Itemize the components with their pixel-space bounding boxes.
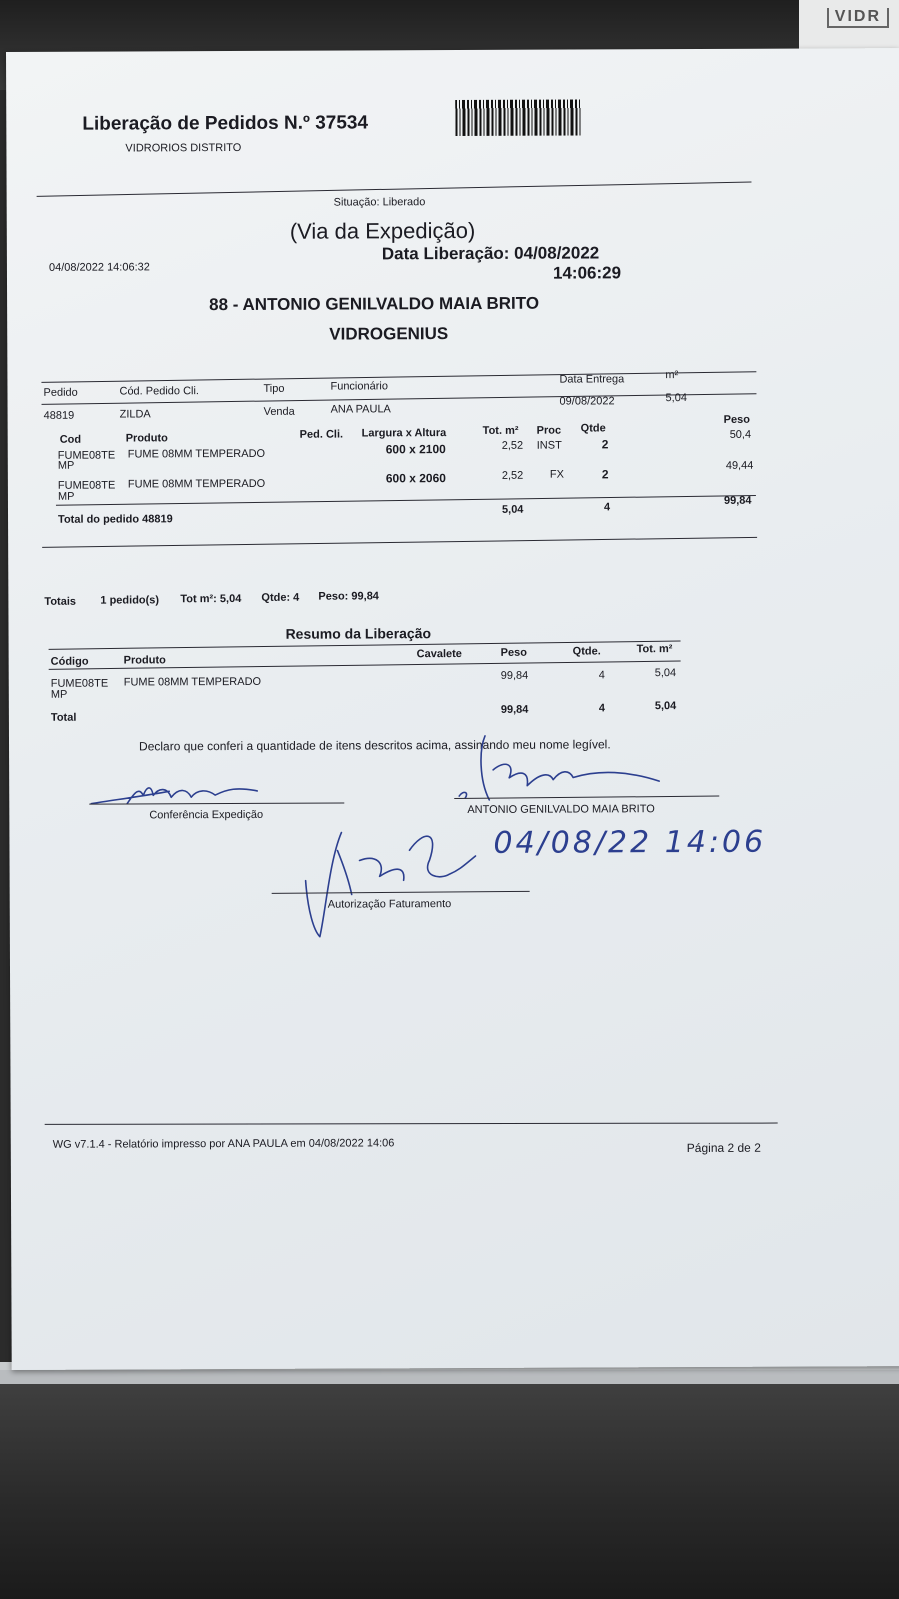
items-col-largura-altura: Largura x Altura [361, 427, 447, 440]
resumo-total-peso: 99,84 [500, 703, 529, 716]
items-col-tot-m2: Tot. m² [482, 424, 519, 437]
resumo-row-qtde: 4 [598, 669, 605, 682]
totals-peso: Peso: 99,84 [318, 590, 379, 603]
items-col-cod: Cod [59, 433, 82, 446]
resumo-row-peso: 99,84 [500, 669, 529, 682]
items-total-rule [56, 495, 756, 506]
via-label: (Via da Expedição) [289, 217, 476, 244]
items-col-proc: Proc [536, 424, 562, 437]
document-page [6, 48, 899, 1370]
item-2-proc: FX [549, 468, 564, 481]
conferencia-label: Conferência Expedição [149, 808, 264, 822]
totals-pedidos: 1 pedido(s) [100, 594, 160, 607]
item-1-dims: 600 x 2100 [385, 442, 446, 457]
resumo-row-codigo: FUME08TE [50, 677, 109, 690]
autorizacao-signature [289, 820, 490, 941]
item-1-qtde: 2 [601, 437, 609, 452]
item-2-cod: FUME08TE [57, 479, 116, 492]
item-2-qtde: 2 [601, 467, 609, 482]
totals-tot-m2: Tot m²: 5,04 [180, 592, 242, 606]
resumo-row-produto: FUME 08MM TEMPERADO [123, 675, 262, 689]
background-logo: VIDR [827, 8, 889, 28]
client-company: VIDROGENIUS [329, 324, 449, 344]
item-2-dims: 600 x 2060 [385, 471, 446, 486]
items-col-produto: Produto [125, 432, 168, 445]
order-m2: 5,04 [665, 392, 687, 405]
document-title: Liberação de Pedidos N.º 37534 [82, 112, 369, 135]
items-total-m2: 5,04 [501, 503, 524, 516]
item-2-peso: 49,44 [725, 459, 754, 472]
item-1-produto: FUME 08MM TEMPERADO [127, 447, 266, 461]
client-signature-name: ANTONIO GENILVALDO MAIA BRITO [467, 803, 655, 816]
barcode [455, 99, 581, 136]
items-total-label: Total do pedido 48819 [58, 513, 173, 526]
items-col-qtde: Qtde [580, 422, 606, 435]
item-2-produto: FUME 08MM TEMPERADO [127, 477, 266, 491]
paper-stack-edge-lower [0, 1370, 899, 1384]
order-data-entrega: 09/08/2022 [559, 395, 615, 408]
totals-label: Totais [44, 595, 77, 608]
resumo-row-codigo-suffix: MP [50, 688, 68, 701]
footer-rule [45, 1123, 778, 1125]
col-cod-pedido-cli: Cód. Pedido Cli. [119, 385, 200, 398]
item-1-proc: INST [536, 439, 562, 452]
company-name: VIDRORIOS DISTRITO [125, 141, 242, 155]
items-total-peso: 99,84 [723, 494, 752, 507]
item-2-cod-suffix: MP [57, 490, 75, 503]
footer-report: WG v7.1.4 - Relatório impresso por ANA PAULA em 04/08/2022 14:06 [52, 1137, 395, 1151]
resumo-col-cavalete: Cavalete [416, 648, 462, 661]
resumo-col-peso: Peso [500, 646, 527, 659]
resumo-total-qtde: 4 [598, 702, 606, 715]
items-total-qtde: 4 [603, 501, 611, 514]
order-tipo: Venda [263, 405, 295, 418]
order-top-rule [41, 371, 756, 386]
resumo-col-qtde: Qtde. [572, 645, 601, 658]
resumo-col-produto: Produto [123, 654, 166, 667]
resumo-row-tot-m2: 5,04 [654, 667, 677, 680]
declaration-text: Declaro que conferi a quantidade de itens descritos acima, assinando meu nome legível. [139, 737, 611, 754]
background-document-corner [799, 0, 899, 55]
order-bottom-rule [42, 537, 757, 548]
items-col-peso: Peso [723, 413, 750, 426]
item-1-cod: FUME08TE [57, 449, 116, 462]
item-1-tot-m2: 2,52 [501, 439, 524, 452]
item-1-cod-suffix: MP [57, 459, 75, 472]
background-bottom [0, 1380, 899, 1599]
col-m2: m² [665, 369, 679, 382]
totals-qtde: Qtde: 4 [261, 591, 300, 604]
resumo-total-m2: 5,04 [654, 700, 677, 713]
autorizacao-label: Autorização Faturamento [327, 898, 452, 911]
col-data-entrega: Data Entrega [559, 373, 625, 386]
resumo-title: Resumo da Liberação [285, 625, 432, 642]
resumo-total-label: Total [50, 711, 77, 724]
item-2-tot-m2: 2,52 [501, 469, 524, 482]
data-liberacao-time: 14:06:29 [552, 263, 622, 283]
print-datetime: 04/08/2022 14:06:32 [48, 261, 150, 274]
conferencia-signature [87, 773, 267, 814]
situacao-label: Situação: Liberado [333, 196, 426, 209]
resumo-col-tot-m2: Tot. m² [636, 643, 673, 656]
item-1-peso: 50,4 [729, 428, 752, 441]
order-cod-cli: ZILDA [119, 408, 151, 421]
header-divider [37, 182, 752, 197]
items-col-ped-cli: Ped. Cli. [299, 428, 344, 441]
data-liberacao-label: Data Liberação: 04/08/2022 [381, 243, 600, 264]
col-tipo: Tipo [263, 382, 285, 395]
col-funcionario: Funcionário [330, 380, 388, 393]
client-name: 88 - ANTONIO GENILVALDO MAIA BRITO [209, 293, 540, 315]
resumo-col-codigo: Código [50, 655, 89, 668]
order-funcionario: ANA PAULA [330, 403, 391, 416]
order-pedido: 48819 [43, 409, 75, 422]
handwritten-date: 04/08/22 14:06 [493, 824, 767, 861]
footer-page: Página 2 de 2 [686, 1140, 761, 1156]
col-pedido: Pedido [43, 386, 78, 399]
